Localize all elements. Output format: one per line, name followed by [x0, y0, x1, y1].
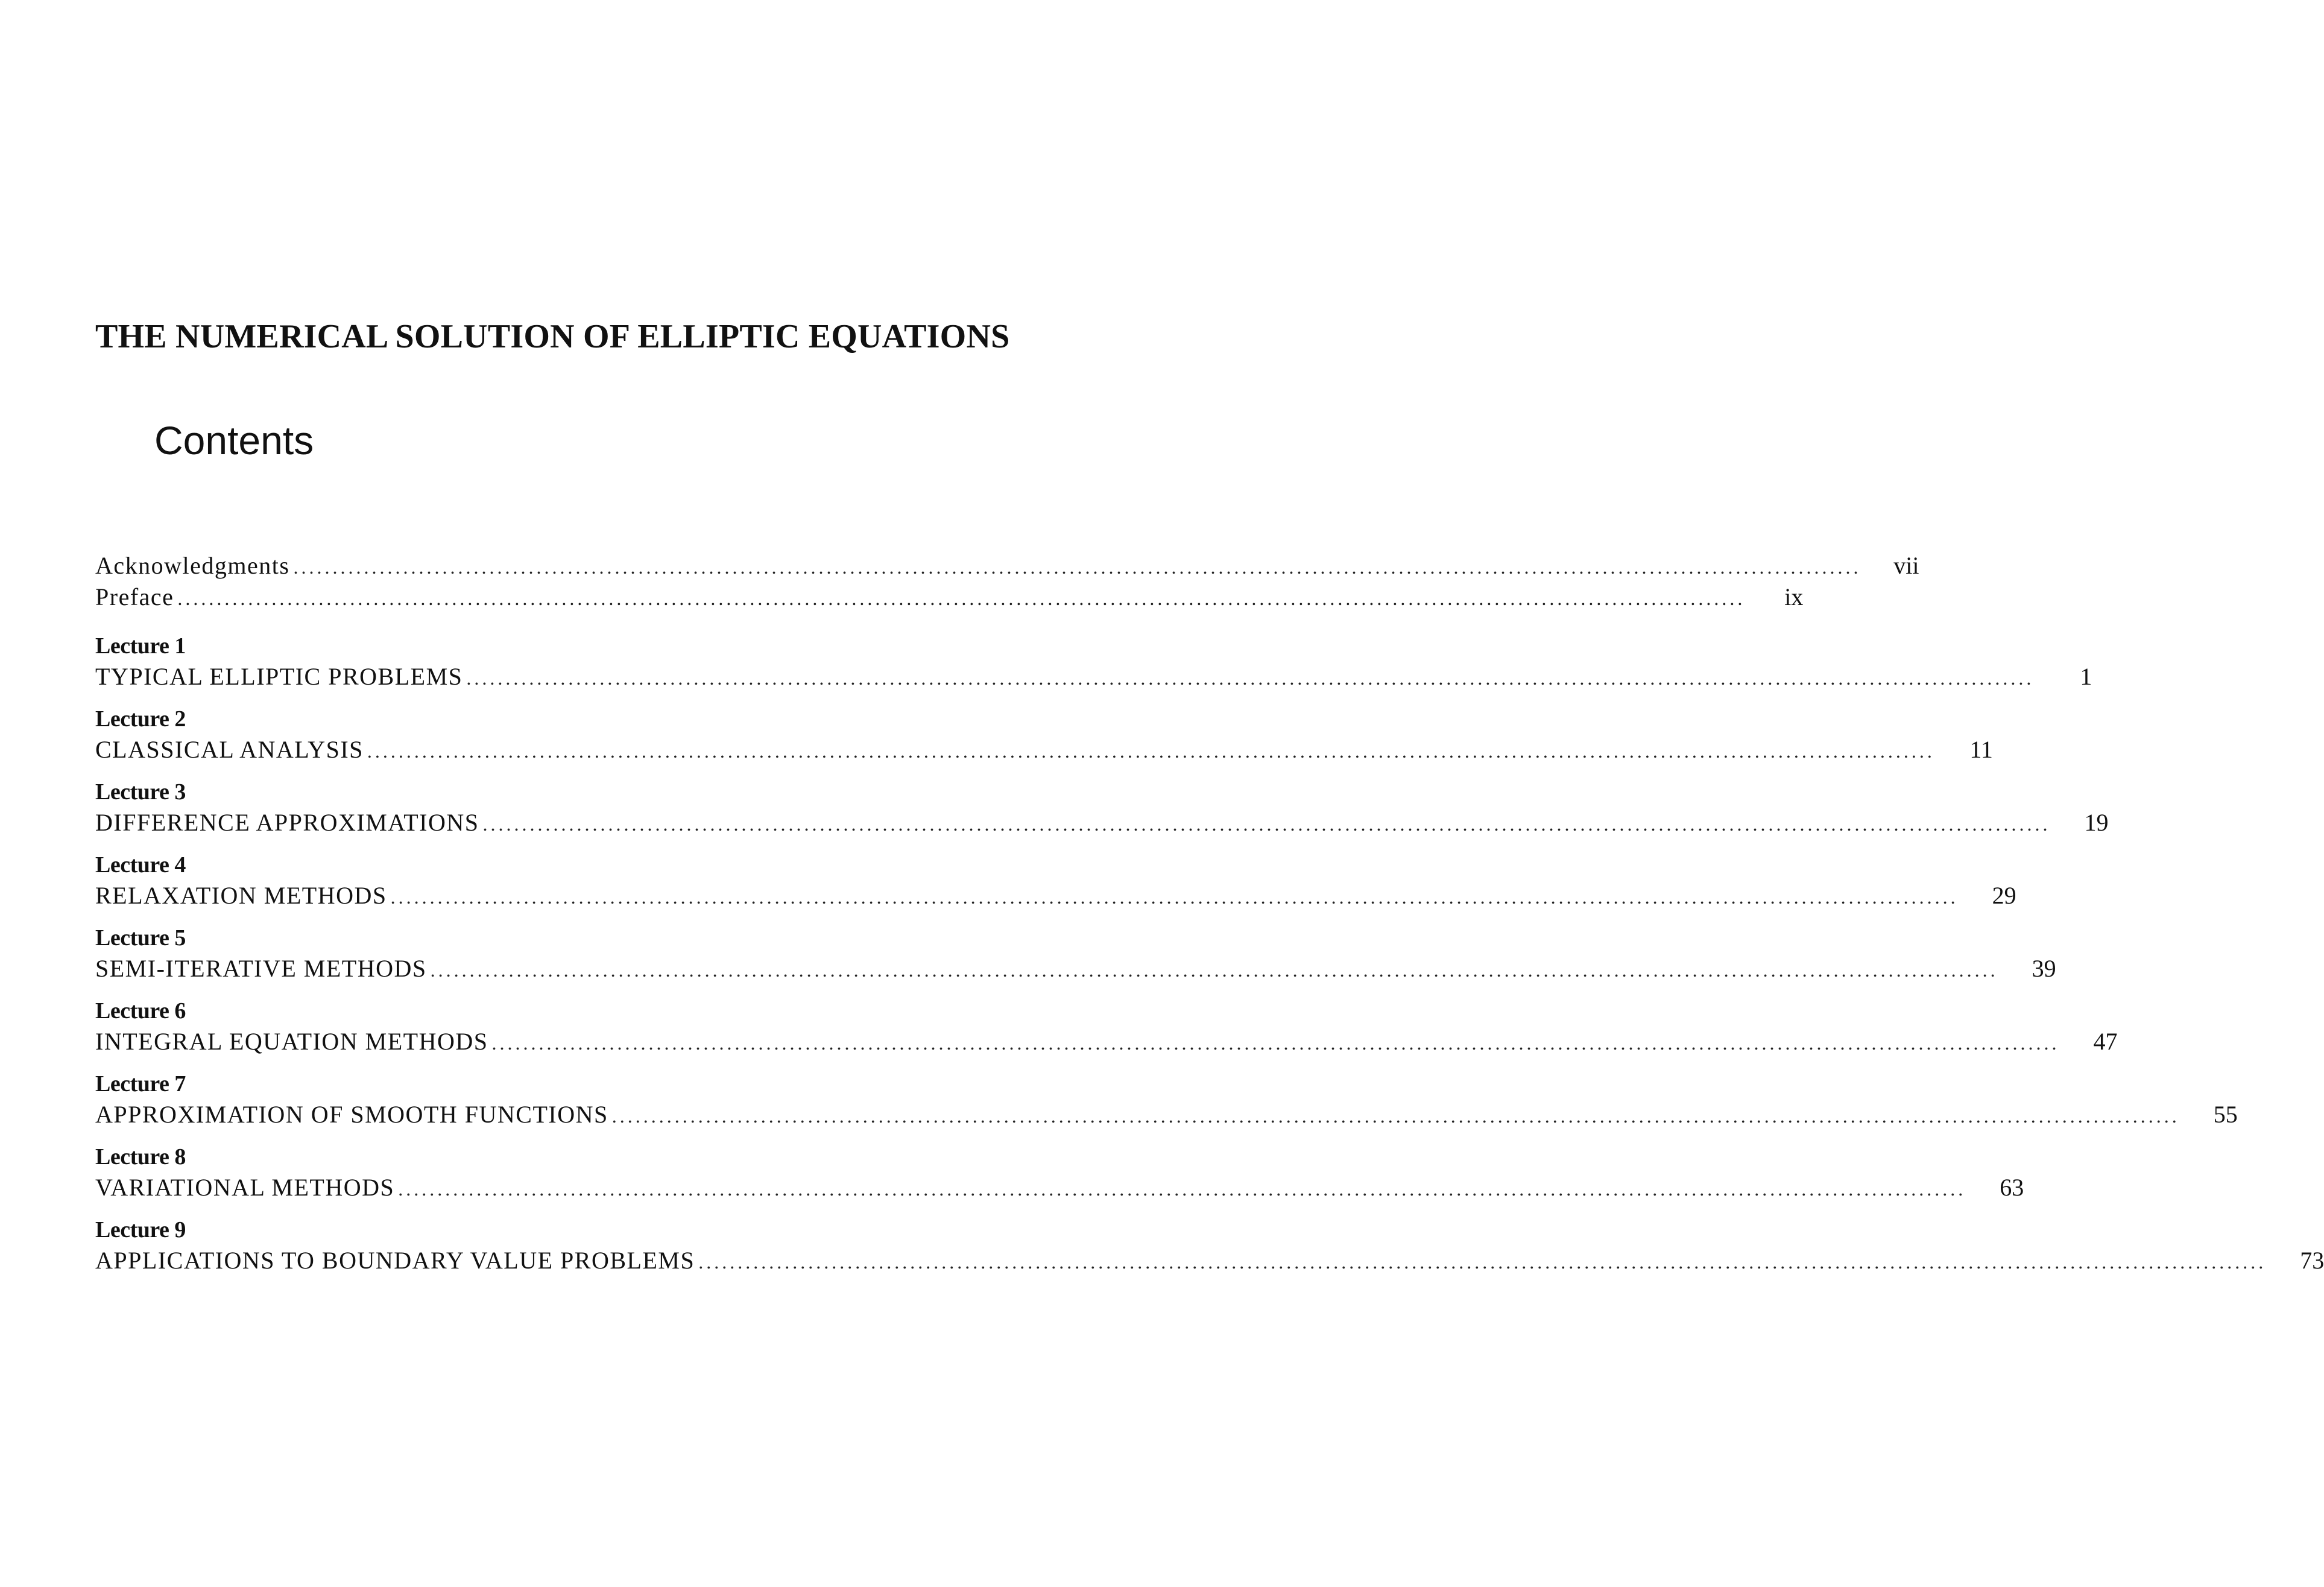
lecture-label: Lecture 2	[95, 706, 186, 732]
lecture-label: Lecture 7	[95, 1071, 186, 1097]
front-matter-list	[95, 550, 1919, 613]
toc-entry-title: Acknowledgments	[95, 552, 290, 579]
toc-leader-dots: ........................................................................................................................................................................................................	[466, 667, 2035, 689]
toc-entry-title: TYPICAL ELLIPTIC PROBLEMS	[95, 663, 463, 690]
lecture-label: Lecture 4	[95, 852, 186, 878]
toc-entry	[95, 661, 2092, 692]
toc-leader-dots: ........................................................................................................................................................................................................	[482, 813, 2051, 835]
table-of-contents	[95, 550, 2324, 1288]
toc-entry-page: 29	[1992, 882, 2016, 909]
toc-entry	[95, 953, 2056, 984]
toc-entry	[95, 807, 2109, 838]
toc-lecture-4[interactable]	[95, 850, 2016, 911]
lecture-label: Lecture 3	[95, 779, 186, 805]
toc-entry-page: 63	[2000, 1174, 2024, 1201]
toc-entry-title: Preface	[95, 583, 174, 610]
toc-leader-dots: ........................................................................................................................................................................................................	[430, 959, 1998, 981]
toc-entry-page: 47	[2093, 1028, 2118, 1055]
toc-entry	[95, 1026, 2118, 1057]
toc-entry-title: APPROXIMATION OF SMOOTH FUNCTIONS	[95, 1101, 608, 1128]
lecture-label: Lecture 1	[95, 633, 186, 659]
lecture-label: Lecture 9	[95, 1217, 186, 1243]
toc-entry	[95, 1099, 2238, 1130]
toc-lecture-3[interactable]	[95, 777, 2109, 838]
toc-entry-title: CLASSICAL ANALYSIS	[95, 736, 364, 763]
toc-entry-page: 73	[2300, 1247, 2324, 1274]
toc-entry-title: VARIATIONAL METHODS	[95, 1174, 395, 1201]
toc-lecture-5[interactable]	[95, 923, 2056, 984]
toc-lecture-7[interactable]	[95, 1069, 2238, 1130]
toc-lecture-6[interactable]	[95, 996, 2118, 1057]
toc-entry-preface[interactable]	[95, 581, 1804, 613]
toc-lecture-8[interactable]	[95, 1142, 2024, 1203]
toc-entry	[95, 1245, 2324, 1276]
toc-entry-page: 39	[2032, 955, 2056, 982]
book-title: THE NUMERICAL SOLUTION OF ELLIPTIC EQUATIONS	[95, 318, 1010, 355]
toc-entry-title: INTEGRAL EQUATION METHODS	[95, 1028, 488, 1055]
toc-leader-dots: ........................................................................................................................................................................................................	[398, 1178, 1966, 1200]
toc-leader-dots: ........................................................................................................................................................................................................	[390, 886, 1959, 908]
toc-entry-page: 1	[2080, 663, 2092, 690]
toc-entry	[95, 880, 2016, 911]
toc-leader-dots: ........................................................................................................................................................................................................	[698, 1251, 2267, 1273]
toc-leader-dots: ........................................................................................................................................................................................................	[367, 740, 1935, 762]
toc-lecture-1[interactable]	[95, 631, 2092, 692]
toc-entry-title: RELAXATION METHODS	[95, 882, 387, 909]
toc-entry-page: 55	[2213, 1101, 2238, 1128]
toc-entry-page: 19	[2084, 809, 2109, 836]
contents-heading: Contents	[154, 418, 314, 463]
toc-leader-dots: ........................................................................................................................................................................................................	[611, 1105, 2180, 1127]
toc-entry	[95, 1172, 2024, 1203]
toc-entry-acknowledgments[interactable]	[95, 550, 1919, 581]
toc-lecture-2[interactable]	[95, 704, 1993, 765]
lecture-label: Lecture 8	[95, 1144, 186, 1170]
toc-entry-title: SEMI-ITERATIVE METHODS	[95, 955, 427, 982]
toc-entry-page: ix	[1784, 583, 1804, 610]
toc-entry-title: APPLICATIONS TO BOUNDARY VALUE PROBLEMS	[95, 1247, 695, 1274]
toc-entry-title: DIFFERENCE APPROXIMATIONS	[95, 809, 479, 836]
lecture-label: Lecture 5	[95, 925, 186, 951]
toc-entry-page: vii	[1893, 552, 1919, 579]
toc-entry	[95, 734, 1993, 765]
toc-leader-dots: ........................................................................................................................................................................................................	[293, 556, 1861, 578]
lecture-label: Lecture 6	[95, 998, 186, 1024]
toc-leader-dots: ........................................................................................................................................................................................................	[491, 1032, 2060, 1054]
toc-entry-page: 11	[1969, 736, 1993, 763]
toc-lecture-9[interactable]	[95, 1215, 2324, 1276]
toc-leader-dots: ........................................................................................................................................................................................................	[177, 588, 1746, 609]
